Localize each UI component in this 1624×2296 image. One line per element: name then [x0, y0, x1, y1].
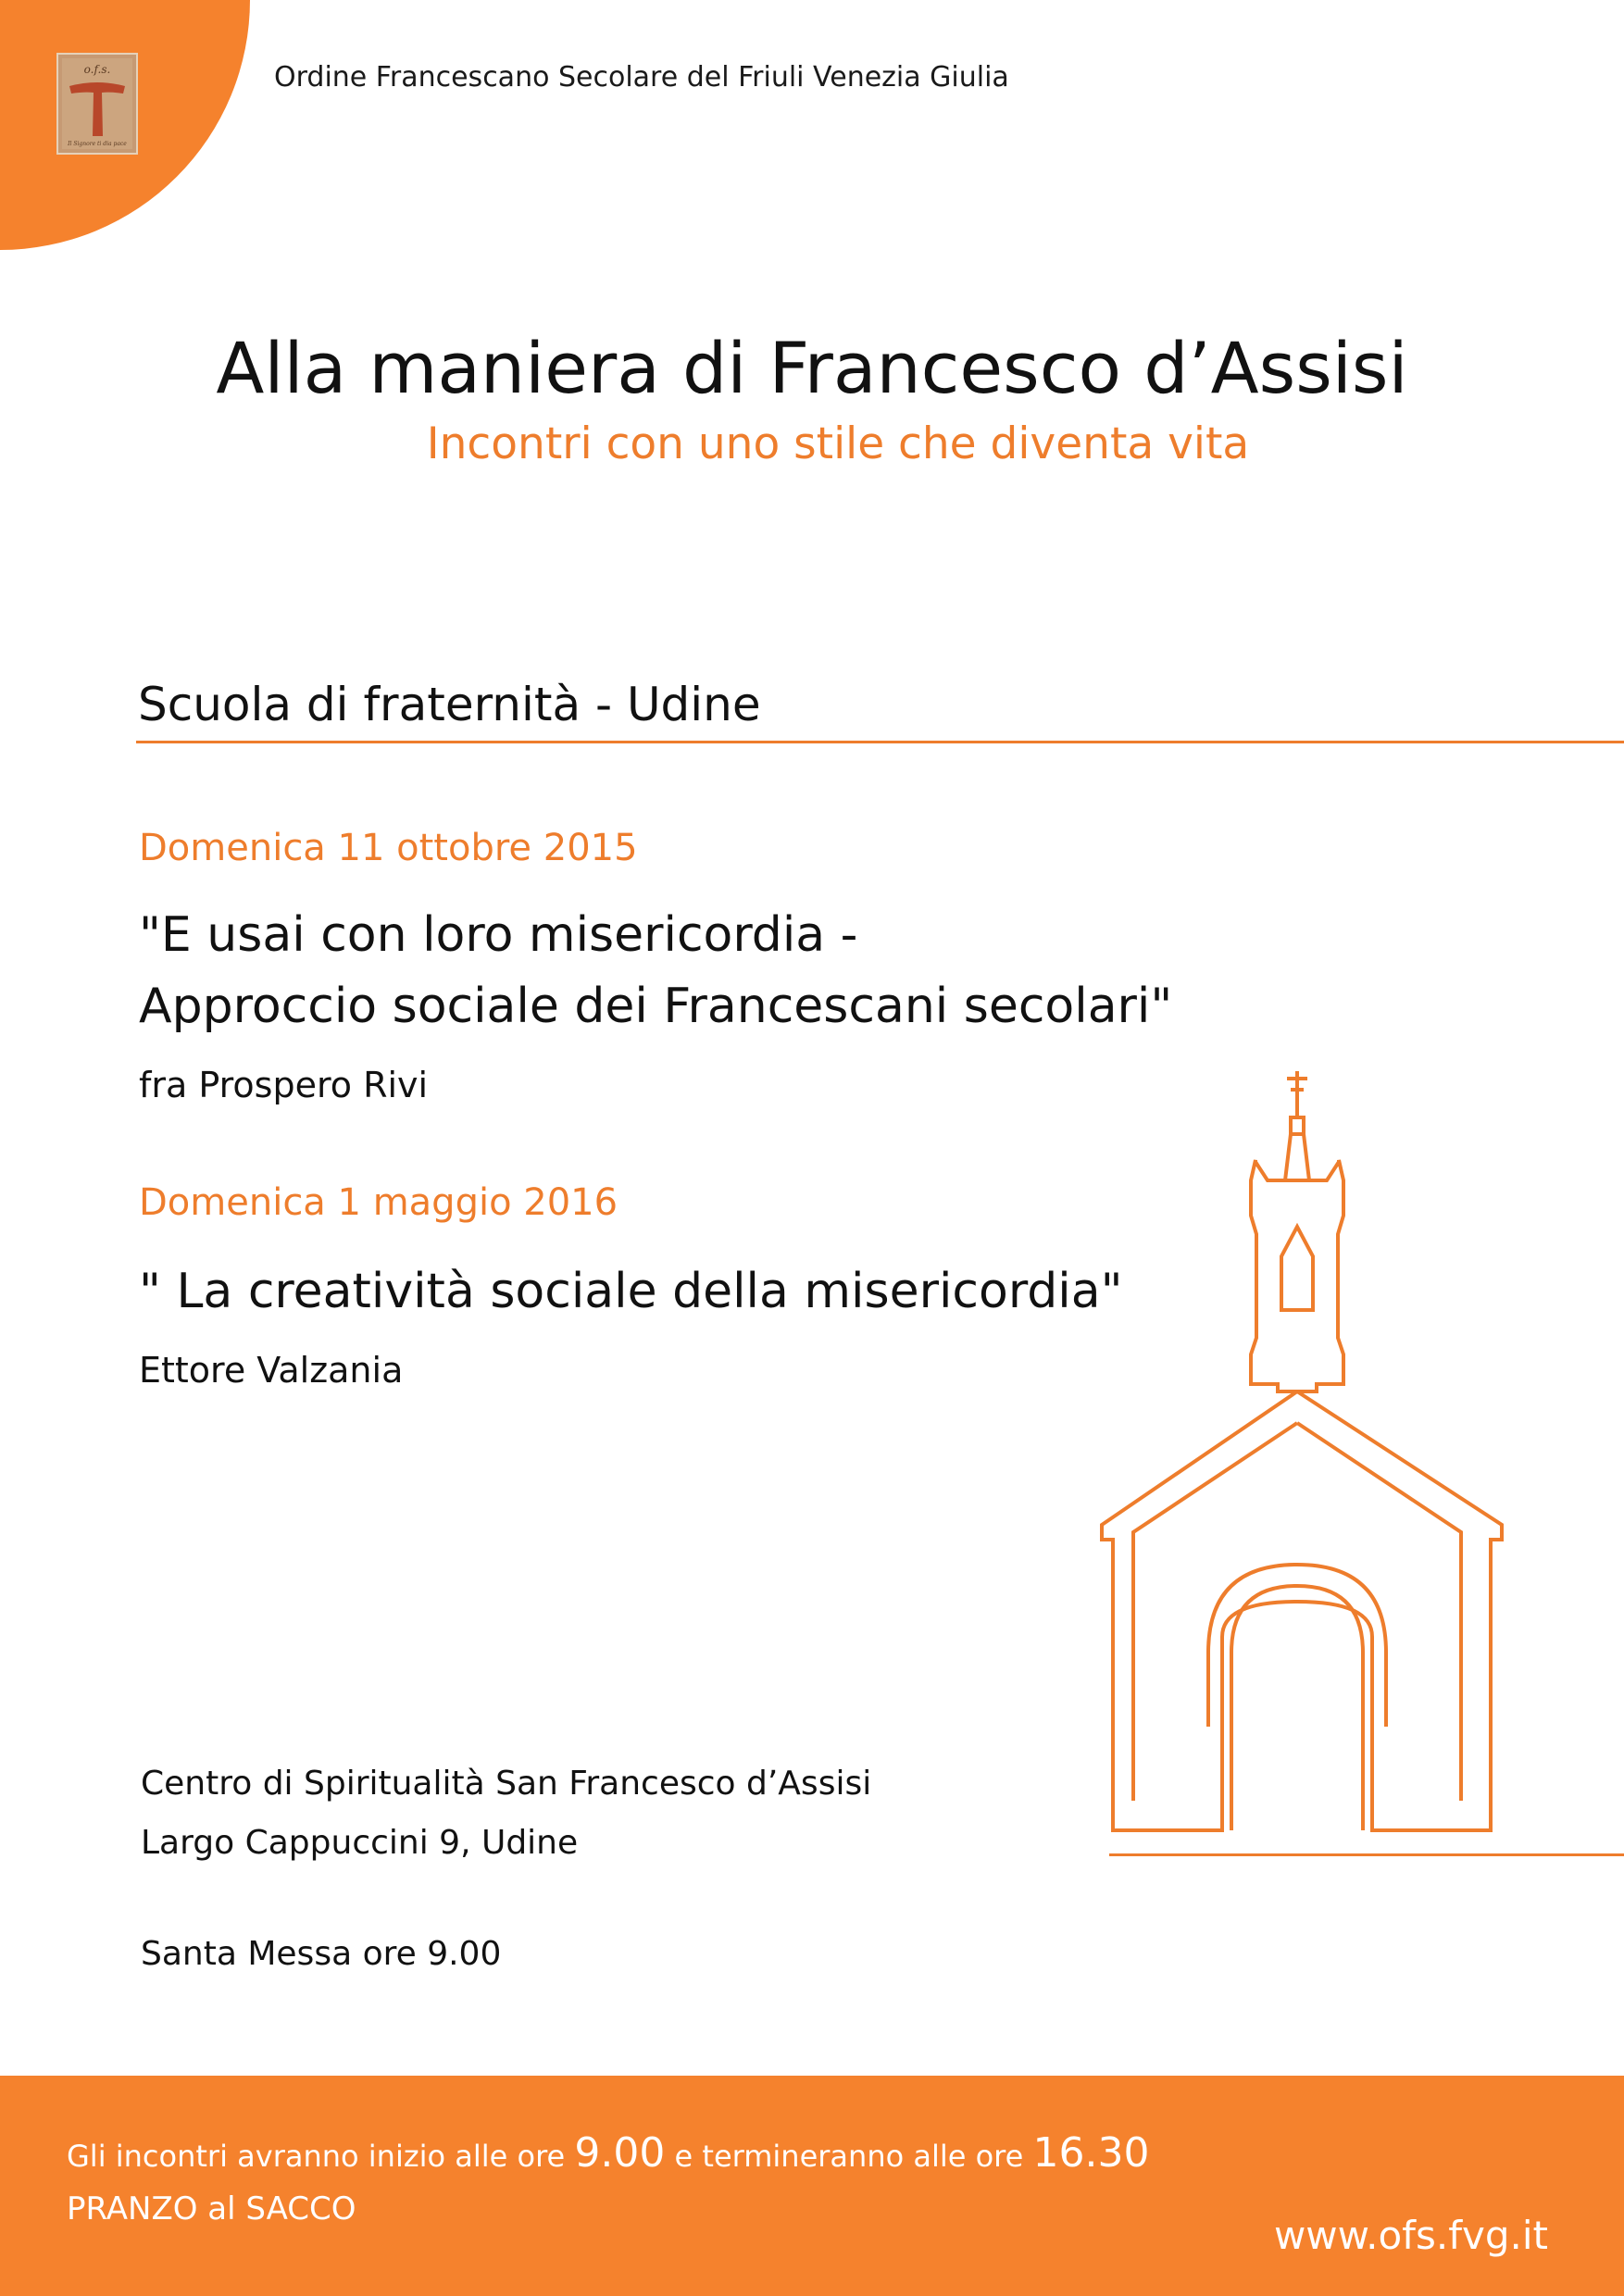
website-link[interactable]: www.ofs.fvg.it	[1273, 2213, 1548, 2258]
section-heading: Scuola di fraternità - Udine	[138, 678, 761, 731]
footer-band	[0, 2076, 1624, 2296]
church-outline-icon	[1093, 1060, 1509, 1842]
mass-time: Santa Messa ore 9.00	[141, 1935, 502, 1973]
event-1-speaker: fra Prospero Rivi	[139, 1065, 429, 1105]
svg-text:o.f.s.: o.f.s.	[83, 63, 111, 76]
footer-schedule	[67, 2129, 1149, 2177]
organization-name: Ordine Francescano Secolare del Friuli Venezia Giulia	[274, 61, 1009, 94]
section-divider	[136, 741, 1624, 743]
page-subtitle: Incontri con uno stile che diventa vita	[426, 418, 1250, 469]
ofs-logo	[56, 53, 138, 155]
page-title: Alla maniera di Francesco d’Assisi	[216, 327, 1408, 409]
event-1-title-line2: Approccio sociale dei Francescani secolari"	[139, 979, 1173, 1034]
venue-address: Largo Cappuccini 9, Udine	[141, 1824, 579, 1862]
schedule-text-a: Gli incontri avranno inizio alle ore	[67, 2139, 566, 2174]
venue-name: Centro di Spiritualità San Francesco d’Assisi	[141, 1765, 872, 1803]
event-2-speaker: Ettore Valzania	[139, 1350, 404, 1391]
tau-cross-logo	[58, 55, 136, 153]
footer-lunch: PRANZO al SACCO	[67, 2190, 356, 2227]
end-time: 16.30	[1032, 2129, 1150, 2177]
event-2-title: " La creatività sociale della misericordia"	[139, 1264, 1123, 1319]
start-time: 9.00	[574, 2129, 666, 2177]
church-baseline	[1109, 1853, 1624, 1856]
event-1-date: Domenica 11 ottobre 2015	[139, 827, 638, 869]
event-1-title-line1: "E usai con loro misericordia -	[139, 907, 858, 963]
svg-text:Il Signore ti dia pace: Il Signore ti dia pace	[68, 141, 127, 147]
schedule-text-b: e termineranno alle ore	[674, 2139, 1024, 2174]
event-2-date: Domenica 1 maggio 2016	[139, 1181, 618, 1224]
